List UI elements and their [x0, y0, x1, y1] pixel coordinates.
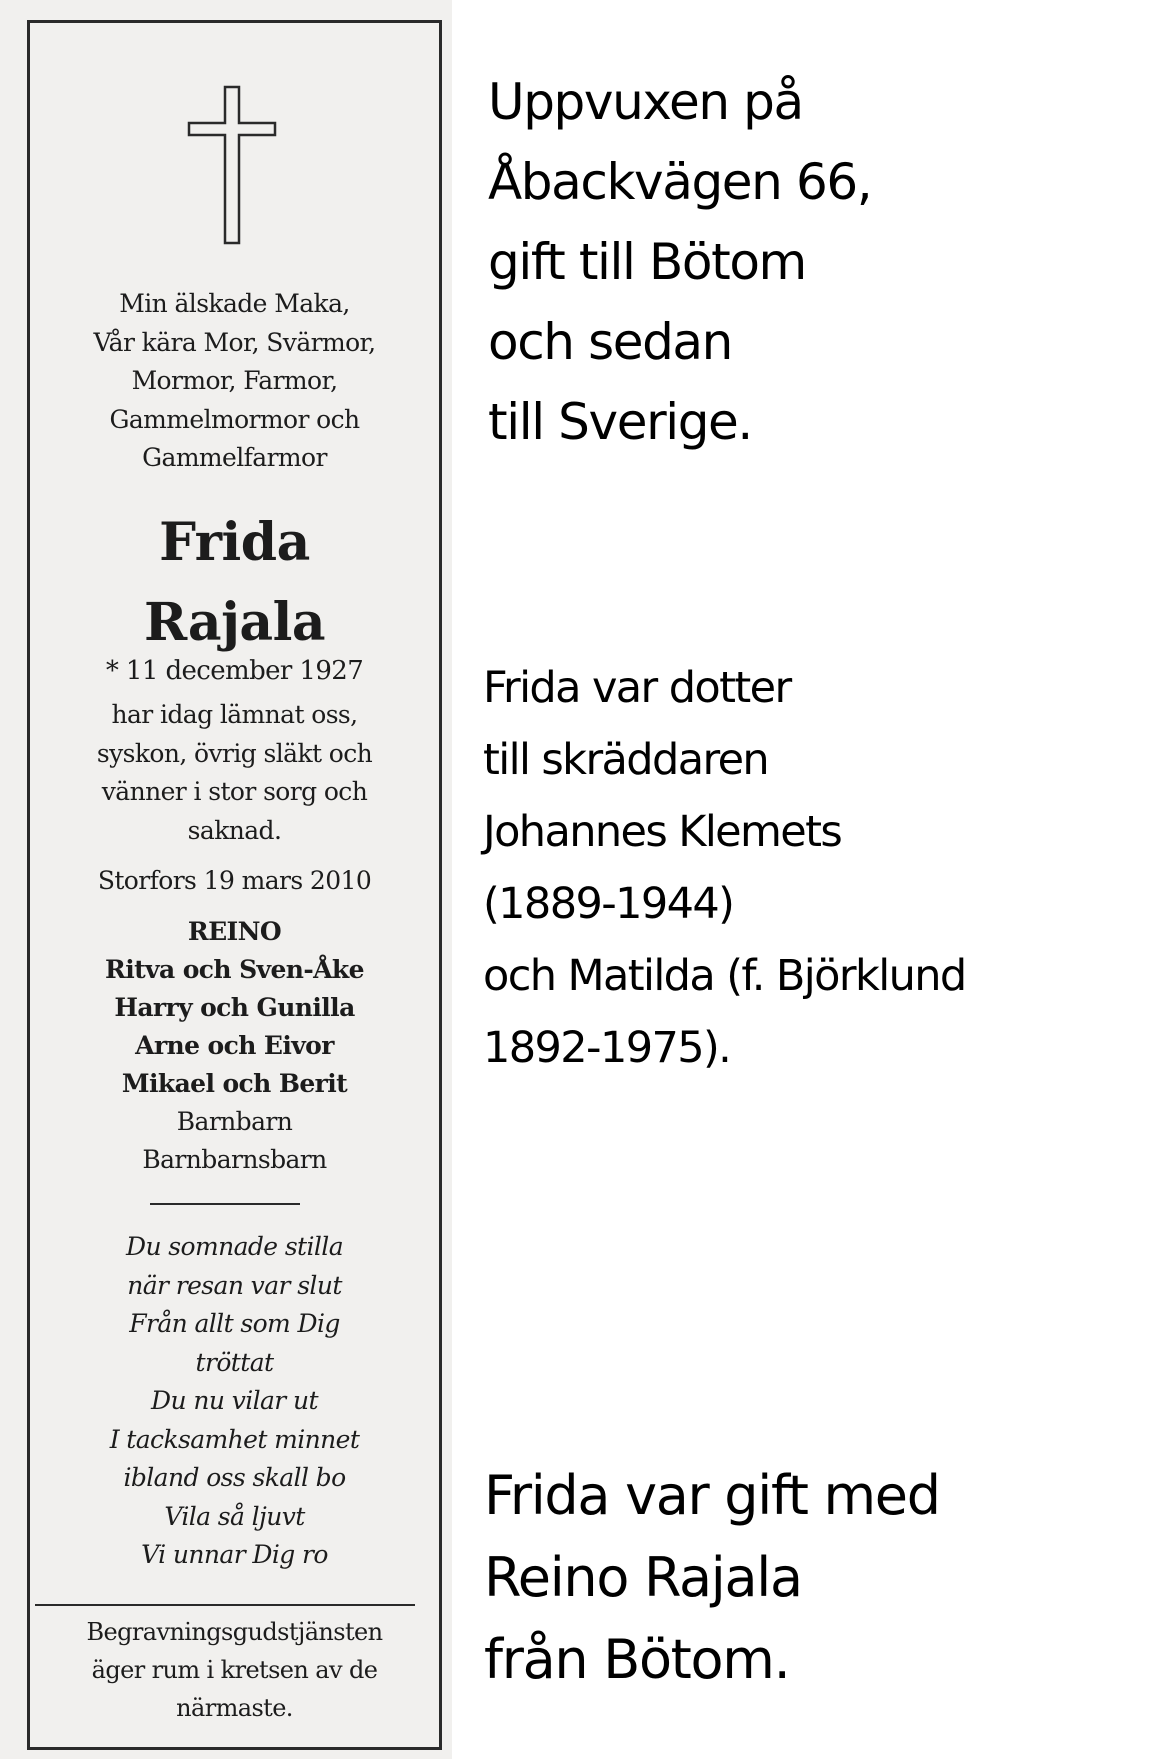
side-note-upbringing	[488, 62, 871, 462]
first-name: Frida	[159, 512, 310, 573]
memorial-poem	[30, 1228, 439, 1575]
poem-line: Du somnade stilla	[126, 1232, 343, 1261]
family-member: Ritva och Sven-Åke	[105, 955, 364, 984]
obituary-frame	[27, 20, 442, 1750]
poem-line: ibland oss skall bo	[123, 1463, 346, 1492]
funeral-line: äger rum i kretsen av de	[91, 1656, 378, 1684]
last-name: Rajala	[143, 592, 326, 653]
note-line: Frida var dotter	[483, 663, 791, 713]
note-line: (1889-1944)	[483, 879, 734, 929]
side-note-parents	[483, 652, 966, 1084]
birth-date: * 11 december 1927	[105, 656, 364, 686]
intro-line: Gammelfarmor	[142, 443, 327, 472]
note-line: och sedan	[488, 313, 732, 371]
note-line: till Sverige.	[488, 393, 752, 451]
poem-line: Vi unnar Dig ro	[141, 1540, 328, 1569]
note-line: från Bötom.	[484, 1628, 790, 1691]
family-member: REINO	[187, 917, 282, 946]
poem-line: Från allt som Dig	[129, 1309, 340, 1338]
obituary-intro	[30, 285, 439, 478]
note-line: Åbackvägen 66,	[488, 153, 872, 211]
poem-line: Du nu vilar ut	[151, 1386, 318, 1415]
intro-line: Vår kära Mor, Svärmor,	[93, 327, 376, 357]
obituary-message	[30, 696, 439, 850]
message-line: saknad.	[187, 815, 282, 845]
note-line: och Matilda (f. Björklund	[483, 951, 966, 1001]
funeral-line: närmaste.	[176, 1694, 293, 1722]
intro-line: Mormor, Farmor,	[131, 366, 338, 395]
newspaper-clipping	[0, 0, 452, 1759]
note-line: till skräddaren	[483, 735, 769, 785]
funeral-notice	[30, 1613, 439, 1727]
place-date: Storfors 19 mars 2010	[97, 866, 372, 895]
intro-line: Gammelmormor och	[109, 404, 360, 434]
poem-line: tröttat	[195, 1347, 274, 1377]
family-list	[30, 913, 439, 1179]
family-member: Harry och Gunilla	[114, 993, 355, 1022]
family-member: Arne och Eivor	[135, 1031, 334, 1060]
note-line: Uppvuxen på	[488, 73, 803, 131]
note-line: Johannes Klemets	[483, 807, 842, 857]
funeral-line: Begravningsgudstjänsten	[86, 1618, 383, 1646]
family-member: Barnbarnsbarn	[142, 1145, 327, 1174]
cross-icon	[187, 85, 277, 245]
deceased-name	[30, 503, 439, 663]
note-line: gift till Bötom	[488, 233, 806, 291]
short-divider	[150, 1203, 300, 1205]
poem-line: när resan var slut	[127, 1270, 342, 1300]
poem-line: Vila så ljuvt	[164, 1501, 305, 1531]
message-line: vänner i stor sorg och	[101, 777, 368, 806]
note-line: Frida var gift med	[484, 1464, 940, 1527]
message-line: syskon, övrig släkt och	[96, 738, 373, 768]
note-line: Reino Rajala	[484, 1546, 802, 1609]
family-member: Barnbarn	[176, 1107, 293, 1136]
poem-line: I tacksamhet minnet	[109, 1424, 360, 1454]
note-line: 1892-1975).	[483, 1023, 731, 1073]
family-member: Mikael och Berit	[121, 1069, 348, 1098]
intro-line: Min älskade Maka,	[119, 289, 350, 318]
side-note-marriage	[484, 1455, 940, 1701]
message-line: har idag lämnat oss,	[111, 700, 358, 729]
long-divider	[35, 1604, 415, 1606]
